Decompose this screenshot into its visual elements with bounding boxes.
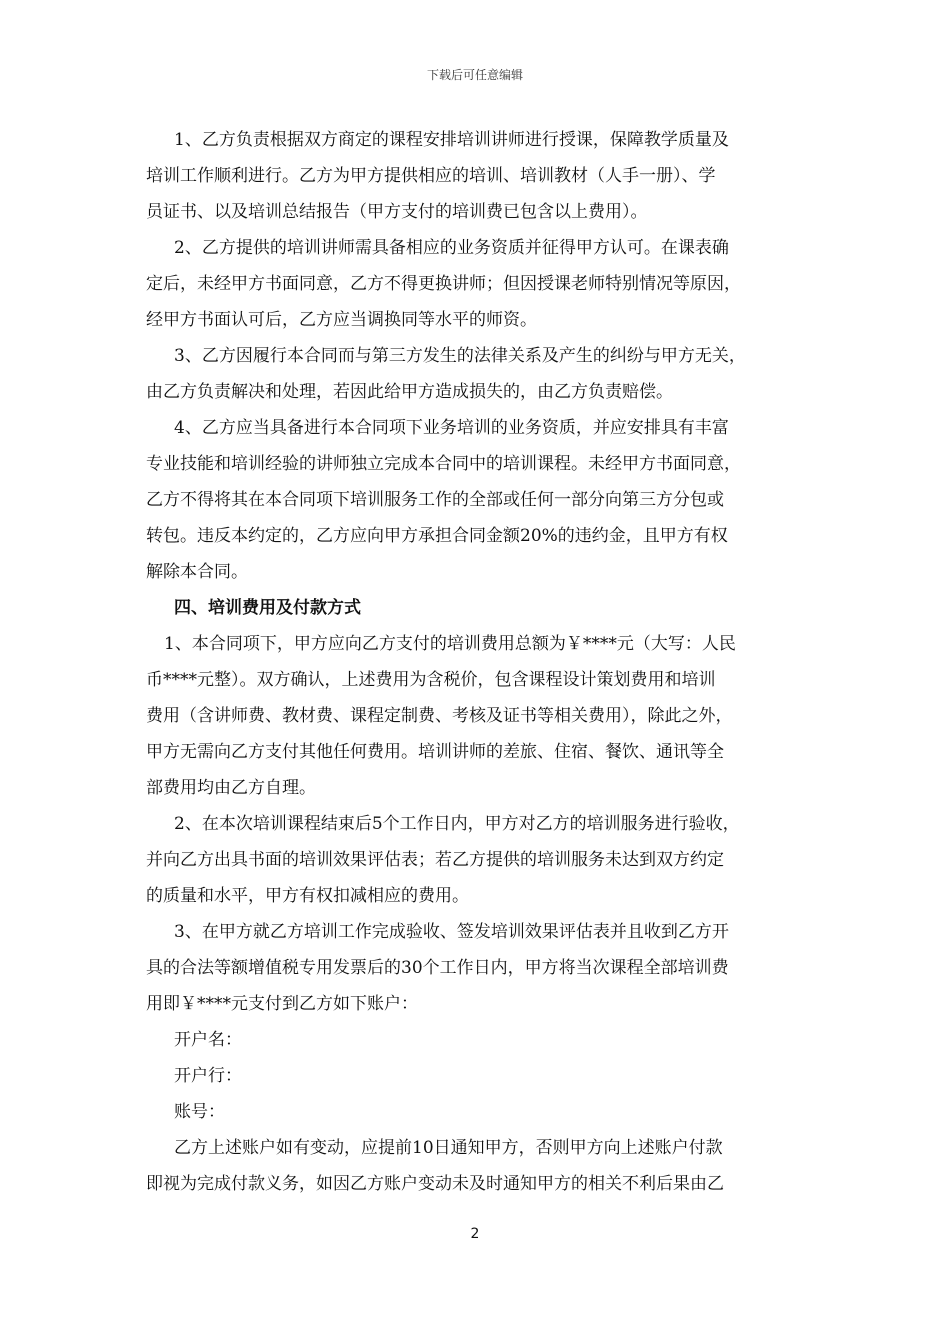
paragraph-line: 1、乙方负责根据双方商定的课程安排培训讲师进行授课，保障教学质量及 [174,130,729,150]
paragraph-line: 专业技能和培训经验的讲师独立完成本合同中的培训课程。未经甲方书面同意， [146,454,741,474]
paragraph-line: 2、乙方提供的培训讲师需具备相应的业务资质并征得甲方认可。在课表确 [174,238,729,258]
paragraph-line: 的质量和水平，甲方有权扣减相应的费用。 [146,886,469,906]
paragraph-line: 4、乙方应当具备进行本合同项下业务培训的业务资质，并应安排具有丰富 [174,418,729,438]
paragraph-line: 经甲方书面认可后，乙方应当调换同等水平的师资。 [146,310,537,330]
paragraph-line: 2、在本次培训课程结束后5个工作日内，甲方对乙方的培训服务进行验收， [174,814,740,834]
bank-name-label: 开户行： [174,1066,242,1086]
paragraph-line: 乙方上述账户如有变动，应提前10日通知甲方，否则甲方向上述账户付款 [174,1138,723,1158]
paragraph-line: 3、乙方因履行本合同而与第三方发生的法律关系及产生的纠纷与甲方无关， [174,346,746,366]
paragraph-line: 转包。违反本约定的，乙方应向甲方承担合同金额20%的违约金，且甲方有权 [146,526,728,546]
paragraph-line: 乙方不得将其在本合同项下培训服务工作的全部或任何一部分向第三方分包或 [146,490,724,510]
paragraph-line: 定后，未经甲方书面同意，乙方不得更换讲师；但因授课老师特别情况等原因， [146,274,741,294]
account-number-label: 账号： [174,1102,225,1122]
paragraph-line: 并向乙方出具书面的培训效果评估表；若乙方提供的培训服务未达到双方约定 [146,850,724,870]
paragraph-line: 甲方无需向乙方支付其他任何费用。培训讲师的差旅、住宿、餐饮、通讯等全 [146,742,724,762]
paragraph-line: 员证书、以及培训总结报告（甲方支付的培训费已包含以上费用）。 [146,202,648,222]
paragraph-line: 培训工作顺利进行。乙方为甲方提供相应的培训、培训教材（人手一册）、学 [146,166,716,186]
page-header: 下载后可任意编辑 [426,68,523,82]
paragraph-line: 由乙方负责解决和处理，若因此给甲方造成损失的，由乙方负责赔偿。 [146,382,673,402]
paragraph-line: 具的合法等额增值税专用发票后的30个工作日内，甲方将当次课程全部培训费 [146,958,729,978]
paragraph-line: 部费用均由乙方自理。 [146,778,316,798]
paragraph-line: 1、本合同项下，甲方应向乙方支付的培训费用总额为￥****元（大写：人民 [164,634,736,654]
document-body [146,122,810,1202]
paragraph-line: 费用（含讲师费、教材费、课程定制费、考核及证书等相关费用），除此之外， [146,706,733,726]
paragraph-line: 用即￥****元支付到乙方如下账户： [146,994,418,1014]
paragraph-line: 3、在甲方就乙方培训工作完成验收、签发培训效果评估表并且收到乙方开 [174,922,729,942]
paragraph-line: 解除本合同。 [146,562,248,582]
page-number: 2 [470,1226,480,1242]
paragraph-line: 即视为完成付款义务，如因乙方账户变动未及时通知甲方的相关不利后果由乙 [146,1174,724,1194]
account-name-label: 开户名： [174,1030,242,1050]
section-heading: 四、培训费用及付款方式 [174,598,361,618]
paragraph-line: 币****元整）。双方确认，上述费用为含税价，包含课程设计策划费用和培训 [146,670,716,690]
